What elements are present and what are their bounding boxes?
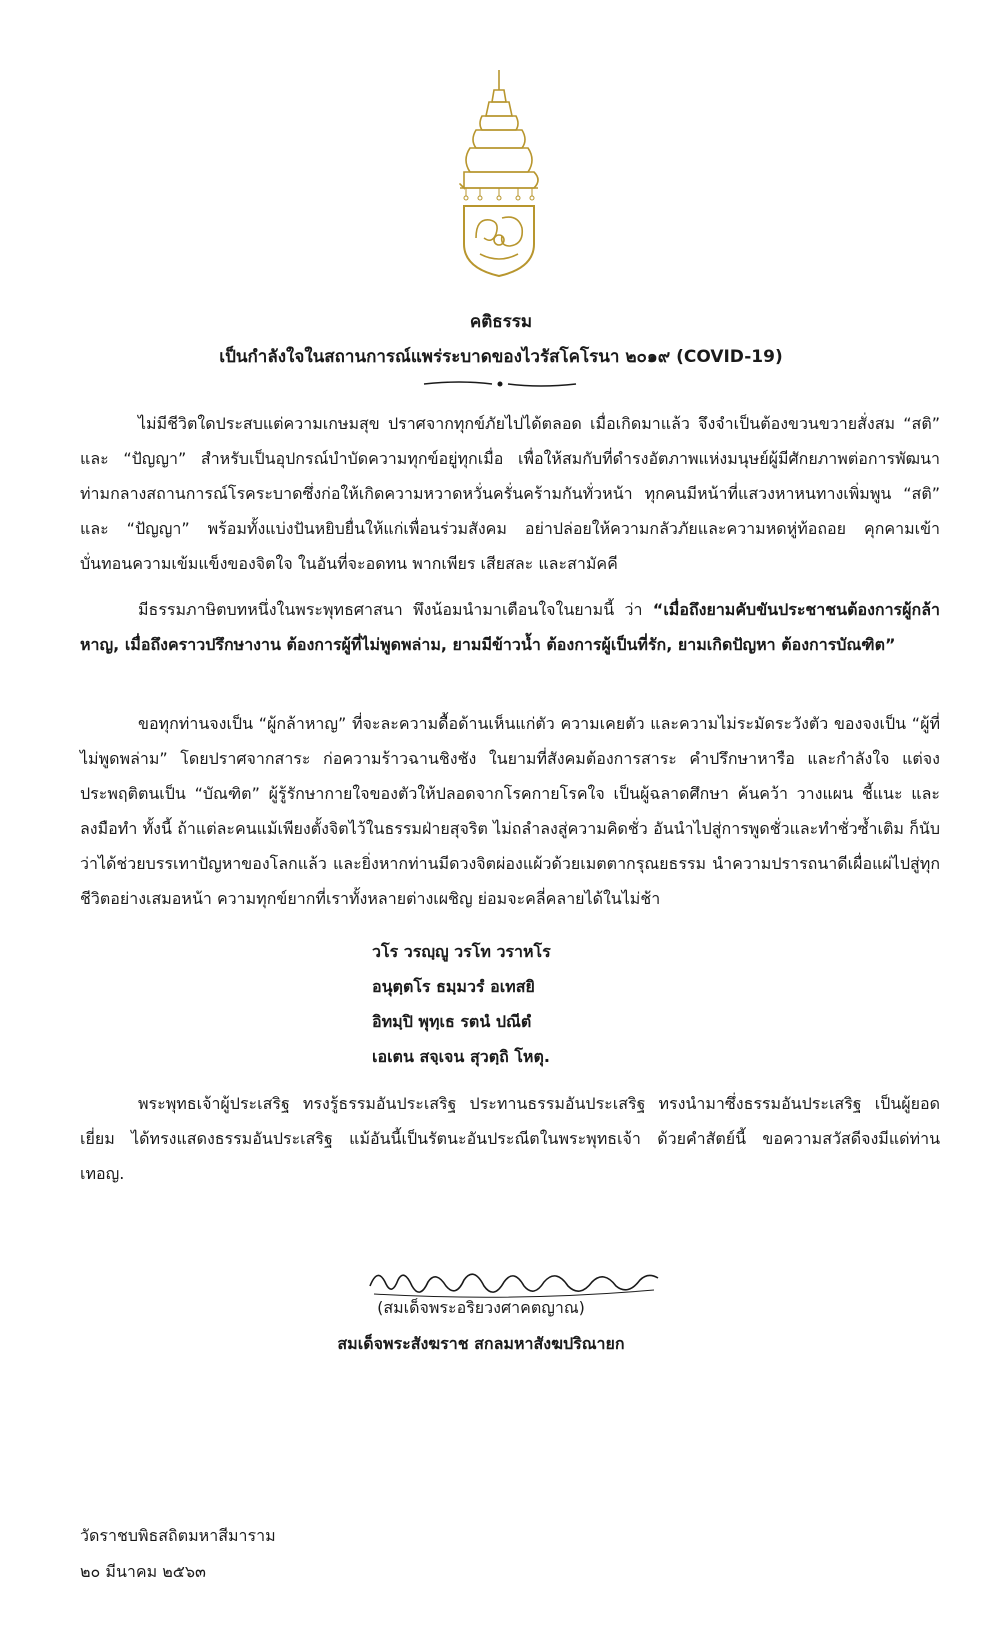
paragraph-3 — [80, 706, 940, 916]
paragraph-4 — [80, 1086, 940, 1191]
ornamental-divider — [420, 378, 580, 390]
paragraph-2 — [80, 592, 940, 662]
issue-date: ๒๐ มีนาคม ๒๕๖๓ — [80, 1562, 206, 1581]
royal-emblem-icon — [456, 68, 542, 278]
issuing-place: วัดราชบพิธสถิตมหาสีมาราม — [80, 1526, 276, 1545]
document-title: คติธรรม — [469, 312, 533, 332]
paragraph-2-intro: มีธรรมภาษิตบทหนึ่งในพระพุทธศาสนา พึงน้อมนำมาเตือนใจในยามนี้ ว่า — [138, 600, 653, 619]
paragraph-2-quote: “เมื่อถึงยามคับขันประชาชนต้องการผู้กล้าหาญ, เมื่อถึงคราวปรึกษางาน ต้องการผู้ที่ไม่พูดพล่าม, ยามมีข้าวน้ำ ต้องการผู้เป็นที่รัก, ยามเกิดปัญหา ต้องการบัณฑิต” — [80, 600, 940, 654]
pali-verse — [372, 934, 551, 1074]
paragraph-1-text: ไม่มีชีวิตใดประสบแต่ความเกษมสุข ปราศจากทุกข์ภัยไปได้ตลอด เมื่อเกิดมาแล้ว จึงจำเป็นต้องขวนขวายสั่งสม “สติ” และ “ปัญญา” สำหรับเป็นอุปกรณ์บำบัดความทุกข์อยู่ทุกเมื่อ เพื่อให้สมกับที่ดำรงอัตภาพแห่งมนุษย์ผู้มีศักยภาพต่อการพัฒนา ท่ามกลางสถานการณ์โรคระบาดซึ่งก่อให้เกิดความหวาดหวั่นครั่นคร้ามกันทั่วหน้า ทุกคนมีหน้าที่แสวงหาหนทางเพิ่มพูน “สติ” และ “ปัญญา” พร้อมทั้งแบ่งปันหยิบยื่นให้แก่เพื่อนร่วมสังคม อย่าปล่อยให้ความกลัวภัยและความหดหู่ท้อถอย คุกคามเข้าบั่นทอนความเข้มแข็งของจิตใจ ในอันที่จะอดทน พากเพียร เสียสละ และสามัคคี — [80, 414, 940, 573]
paragraph-1 — [80, 406, 940, 581]
signatory-title: สมเด็จพระสังฆราช สกลมหาสังฆปริณายก — [337, 1334, 625, 1353]
verse-line: อนุตฺตโร ธมฺมวรํ อเทสยิ — [372, 977, 535, 996]
paragraph-3-text: ขอทุกท่านจงเป็น “ผู้กล้าหาญ” ที่จะละความดื้อด้านเห็นแก่ตัว ความเคยตัว และความไม่ระมัดระวังตัว ของจงเป็น “ผู้ที่ไม่พูดพล่าม” โดยปราศจากสาระ ก่อความร้าวฉานชิงชัง ในยามที่สังคมต้องการสาระ คำปรึกษาหารือ และกำลังใจ แต่จงประพฤติตนเป็น “บัณฑิต” ผู้รู้รักษากายใจของตัวให้ปลอดจากโรคกายโรคใจ เป็นผู้ฉลาดศึกษา ค้นคว้า วางแผน ชี้แนะ และลงมือทำ ทั้งนี้ ถ้าแต่ละคนแม้เพียงตั้งจิตไว้ในธรรมฝ่ายสุจริต ไม่ถลำลงสู่ความคิดชั่ว อันนำไปสู่การพูดชั่วและทำชั่วซ้ำเติม ก็นับว่าได้ช่วยบรรเทาปัญหาของโลกแล้ว และยิ่งหากท่านมีดวงจิตผ่องแผ้วด้วยเมตตากรุณยธรรม นำความปรารถนาดีเผื่อแผ่ไปสู่ทุกชีวิตอย่างเสมอหน้า ความทุกข์ยากที่เราทั้งหลายต่างเผชิญ ย่อมจะคลี่คลายได้ในไม่ช้า — [80, 714, 940, 908]
paragraph-4-text: พระพุทธเจ้าผู้ประเสริฐ ทรงรู้ธรรมอันประเสริฐ ประทานธรรมอันประเสริฐ ทรงนำมาซึ่งธรรมอันประเสริฐ เป็นผู้ยอดเยี่ยม ได้ทรงแสดงธรรมอันประเสริฐ แม้อันนี้เป็นรัตนะอันประณีตในพระพุทธเจ้า ด้วยคำสัตย์นี้ ขอความสวัสดีจงมีแด่ท่าน เทอญ. — [80, 1094, 940, 1183]
verse-line: อิทมฺปิ พุทฺเธ รตนํ ปณีตํ — [372, 1012, 532, 1031]
verse-line: วโร วรญฺญู วรโท วราหโร — [372, 942, 551, 961]
document-subtitle: เป็นกำลังใจในสถานการณ์แพร่ระบาดของไวรัสโคโรนา ๒๐๑๙ (COVID-19) — [219, 347, 783, 367]
verse-line: เอเตน สจฺเจน สุวตฺถิ โหตุ. — [372, 1047, 550, 1066]
signatory-name: (สมเด็จพระอริยวงศาคตญาณ) — [377, 1298, 585, 1317]
